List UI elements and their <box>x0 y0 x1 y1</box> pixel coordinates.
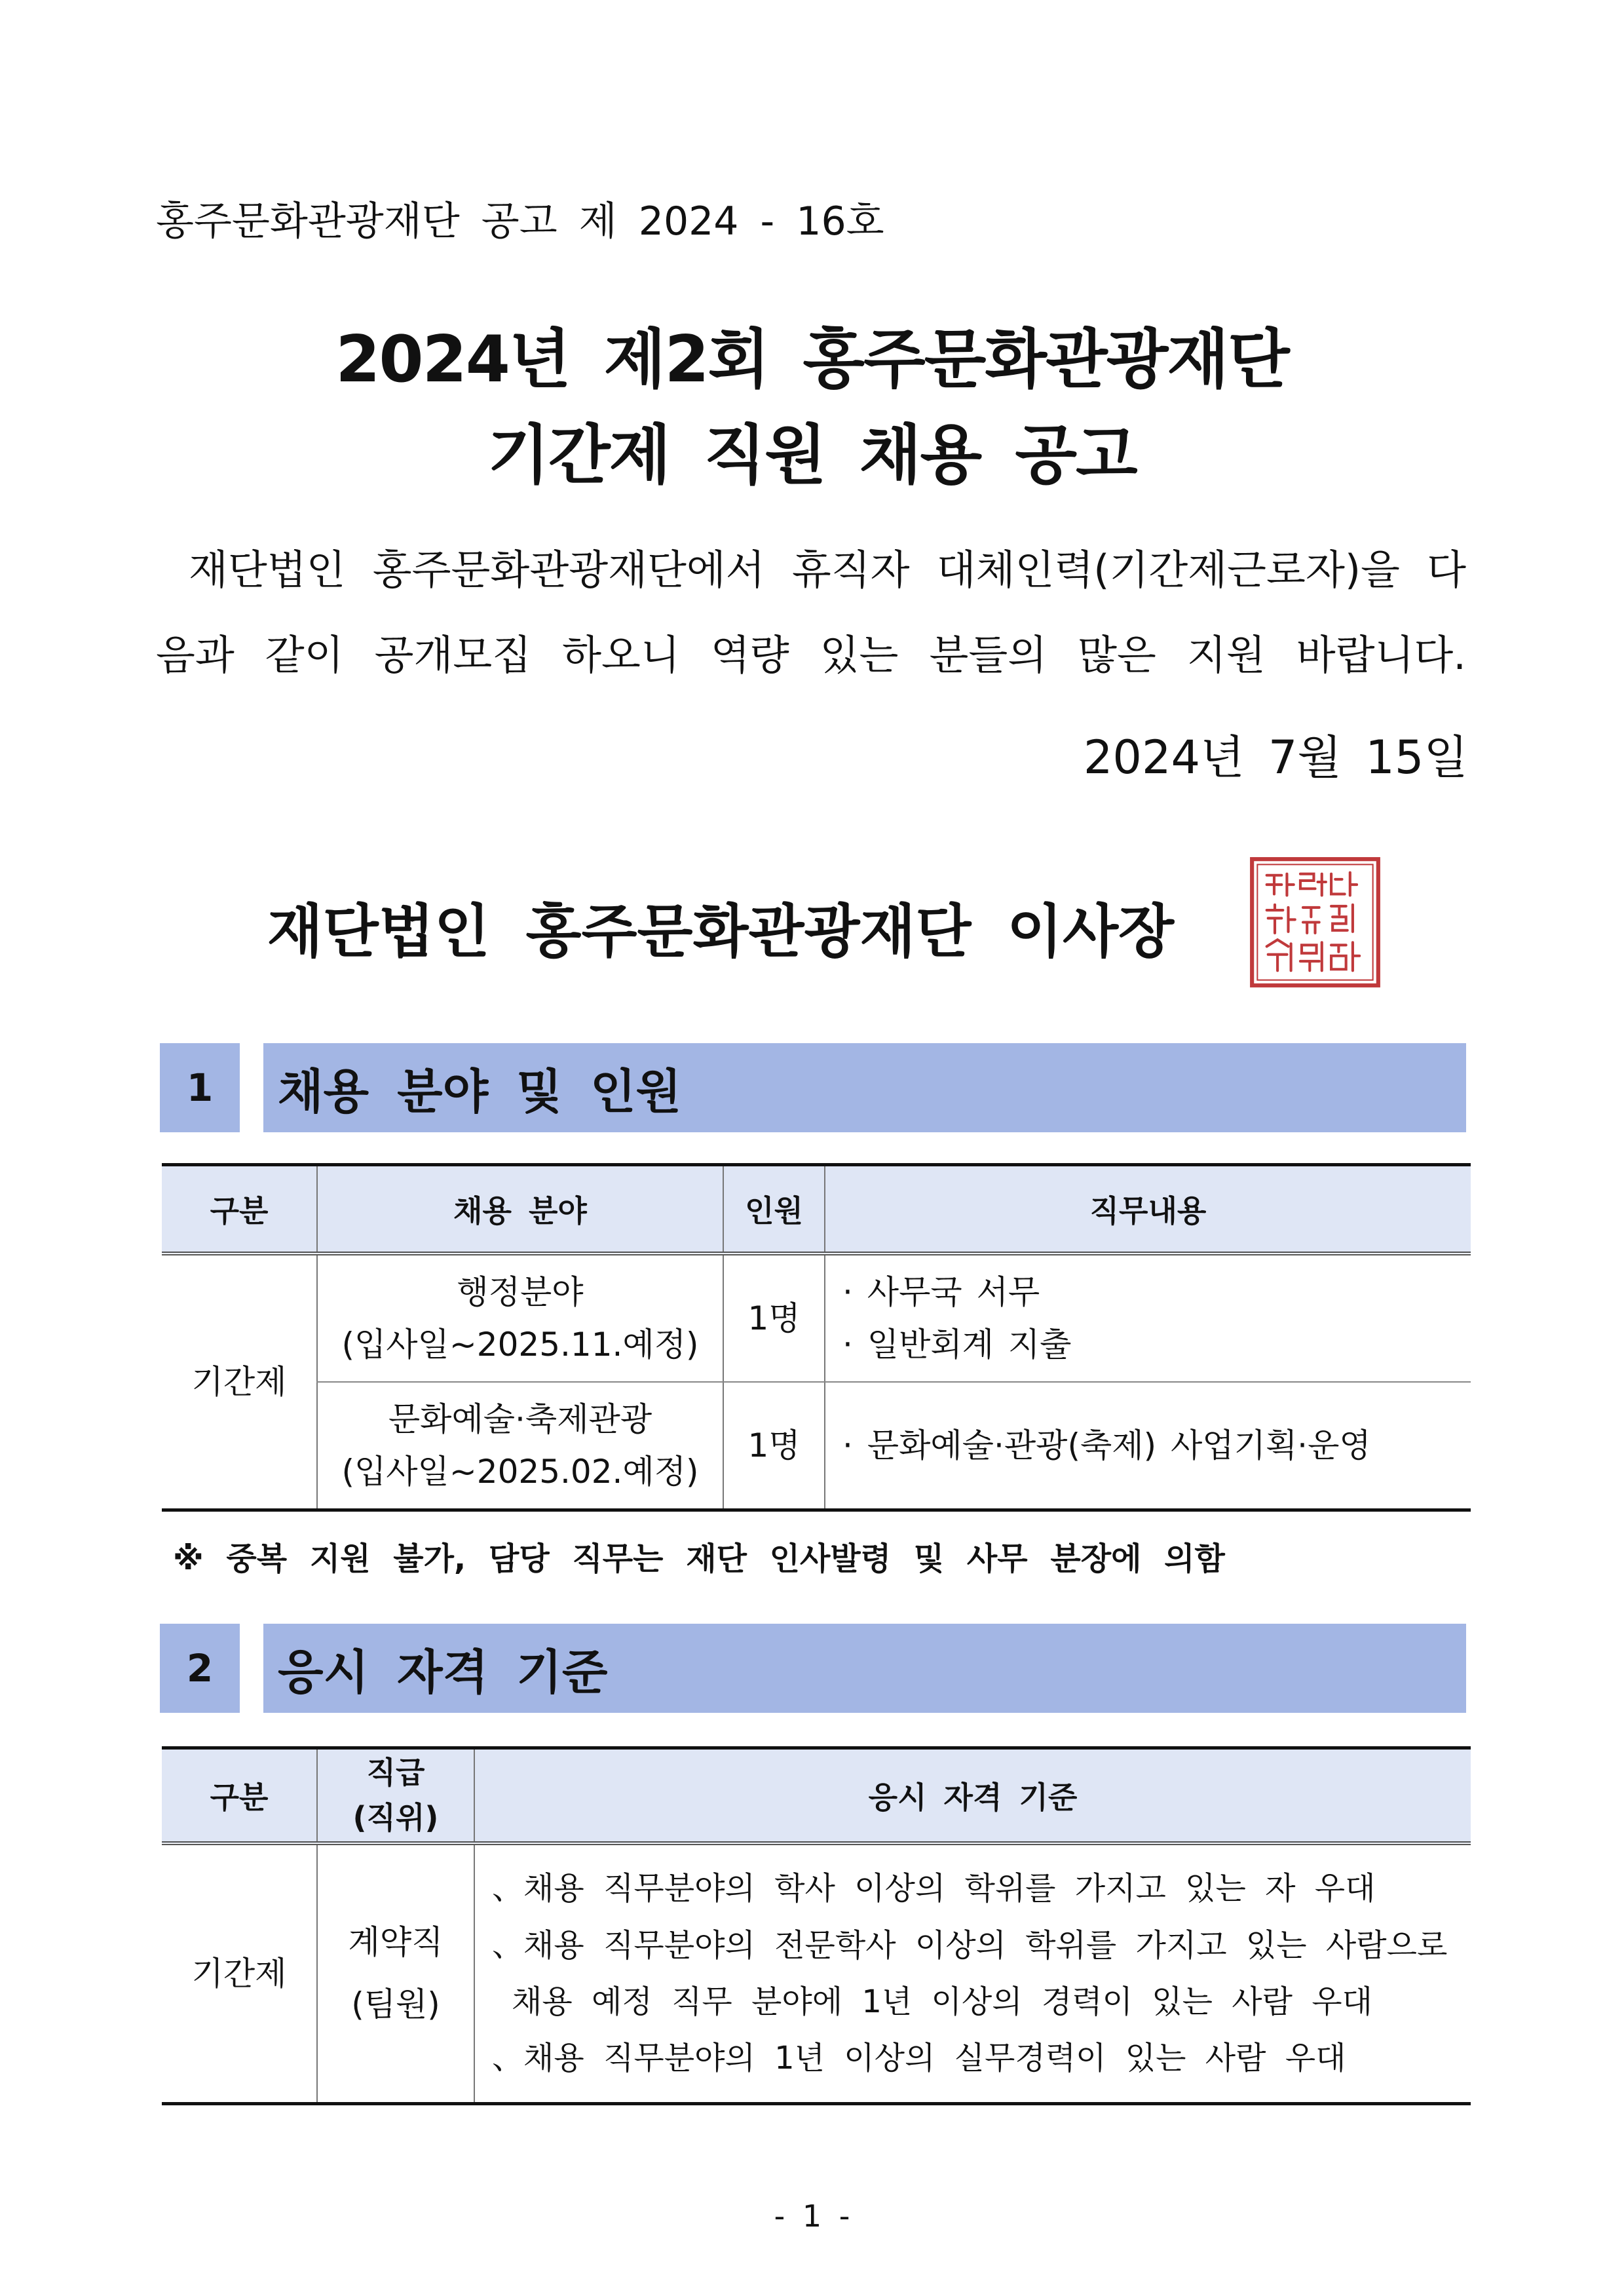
header-field: 채용 분야 <box>317 1165 723 1254</box>
header-rank-line-1: 직급 <box>366 1755 425 1790</box>
header-rank <box>317 1748 474 1844</box>
page-number: - 1 - <box>774 2198 850 2234</box>
criteria-item: 、채용 직무분야의 전문학사 이상의 학위를 가지고 있는 사람으로 <box>492 1926 1448 1964</box>
field-cell <box>317 1253 723 1382</box>
field-name: 문화예술·축제관광 <box>388 1400 652 1438</box>
rank-cell <box>317 1843 474 2104</box>
duty-item: · 일반회계 지출 <box>842 1326 1072 1364</box>
criteria-item: 、채용 직무분야의 1년 이상의 실무경력이 있는 사람 우대 <box>492 2040 1346 2077</box>
field-start-date: (입사일~2025.11.예정) <box>341 1326 699 1364</box>
header-category: 구분 <box>162 1165 317 1254</box>
duty-item: · 문화예술·관광(축제) 사업기획·운영 <box>842 1426 1371 1464</box>
header-count: 인원 <box>723 1165 825 1254</box>
field-name: 행정분야 <box>457 1273 584 1311</box>
section-1-number: 1 <box>160 1043 240 1132</box>
rank-name: 계약직 <box>348 1923 444 1961</box>
duty-item: · 사무국 서무 <box>842 1273 1040 1311</box>
criteria-item-continuation: 채용 예정 직무 분야에 1년 이상의 경력이 있는 사람 우대 <box>512 1983 1372 2020</box>
table-header-row <box>162 1748 1471 1844</box>
intro-text-line-2: 음과 같이 공개모집 하오니 역량 있는 분들의 많은 지원 바랍니다. <box>156 631 1466 679</box>
document-title-line-2: 기간제 직원 채용 공고 <box>487 418 1137 493</box>
application-note: ※ 중복 지원 불가, 담당 직무는 재단 인사발령 및 사무 분장에 의함 <box>173 1540 1225 1577</box>
notice-number: 홍주문화관광재단 공고 제 2024 - 16호 <box>156 199 884 244</box>
intro-text-line-1: 재단법인 홍주문화관광재단에서 휴직자 대체인력(기간제근로자)을 다 <box>189 546 1466 594</box>
section-1-title: 채용 분야 및 인원 <box>263 1043 1466 1132</box>
category-cell: 기간제 <box>191 1955 287 1993</box>
section-2-number: 2 <box>160 1624 240 1713</box>
category-cell: 기간제 <box>162 1253 317 1510</box>
count-cell: 1명 <box>723 1382 825 1510</box>
rank-position: (팀원) <box>351 1985 440 2023</box>
table-header-row <box>162 1165 1471 1254</box>
qualification-table <box>162 1746 1471 2105</box>
table-row <box>162 1843 1471 2104</box>
header-rank-line-2: (직위) <box>352 1800 439 1835</box>
criteria-cell <box>474 1843 1471 2104</box>
issuer-signature: 재단법인 홍주문화관광재단 이사장 <box>267 898 1175 965</box>
field-cell <box>317 1382 723 1510</box>
table-row <box>162 1382 1471 1510</box>
criteria-item: 、채용 직무분야의 학사 이상의 학위를 가지고 있는 자 우대 <box>492 1870 1376 1907</box>
count-cell: 1명 <box>723 1253 825 1382</box>
issue-date: 2024년 7월 15일 <box>1083 731 1468 784</box>
table-row <box>162 1253 1471 1382</box>
header-duties: 직무내용 <box>825 1165 1471 1254</box>
official-seal-stamp <box>1248 855 1382 989</box>
header-category: 구분 <box>162 1748 317 1844</box>
section-2-title: 응시 자격 기준 <box>263 1624 1466 1713</box>
duties-cell <box>825 1253 1471 1382</box>
field-start-date: (입사일~2025.02.예정) <box>341 1453 699 1491</box>
document-title-line-1: 2024년 제2회 홍주문화관광재단 <box>335 322 1289 397</box>
recruitment-table <box>162 1163 1471 1512</box>
duties-cell <box>825 1382 1471 1510</box>
header-criteria: 응시 자격 기준 <box>474 1748 1471 1844</box>
